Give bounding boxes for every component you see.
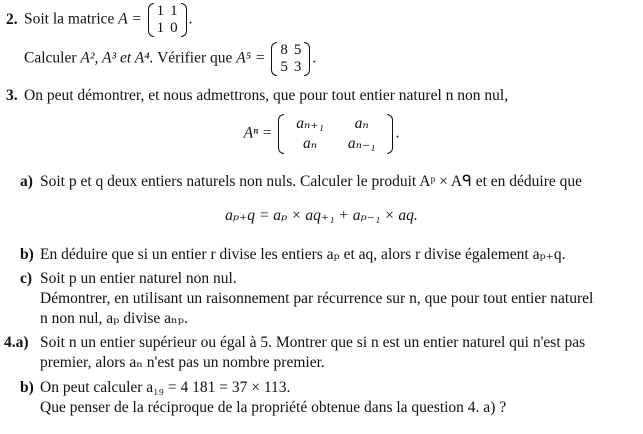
q2-A-def: A = <box>118 10 142 28</box>
matrix-cell: 5 <box>293 42 302 58</box>
q2-verify: Vérifier que <box>153 49 237 67</box>
matrix-An <box>278 114 393 154</box>
q3b-text: En déduire que si un entier r divise les entiers aₚ et aq, alors r divise également aₚ₊q. <box>40 246 566 263</box>
q2-number: 2. <box>6 11 18 28</box>
matrix-cell: 1 <box>156 3 165 19</box>
q3a-formula: aₚ₊q = aₚ × aq₊₁ + aₚ₋₁ × aq. <box>225 207 418 224</box>
q3-An-def: Aⁿ = <box>243 124 273 142</box>
q3a-text: Soit p et q deux entiers naturels non nuls. Calculer le produit Aᵖ × Aᑫ et en déduire que <box>40 173 583 190</box>
matrix-A <box>148 3 187 37</box>
q4a-label: 4.a) <box>4 334 29 351</box>
q2-intro: Soit la matrice <box>24 10 119 28</box>
matrix-cell: aₙ₋₁ <box>347 135 376 152</box>
matrix-cell: aₙ₊₁ <box>296 115 324 132</box>
matrix-cell: 1 <box>156 20 165 36</box>
q3b-label: b) <box>20 246 34 263</box>
q4a-line1: Soit n un entier supérieur ou égal à 5. Montrer que si n est un entier naturel qui n'est pas <box>40 334 586 351</box>
q2-A5-def: A⁵ = <box>236 49 266 67</box>
matrix-A5 <box>271 42 310 76</box>
q2-line2: Calculer A², A³ et A⁴. Vérifier que A⁵ = 8 5 5 3 . <box>24 42 317 75</box>
q3c-line1: Soit p un entier naturel non nul. <box>40 270 237 287</box>
q3-matrix-line: Aⁿ = aₙ₊₁ aₙ aₙ aₙ₋₁ . <box>243 115 400 152</box>
q4a-line2: premier, alors aₙ n'est pas un nombre premier. <box>40 354 325 371</box>
q4b-line1: On peut calculer a₁₉ = 4 181 = 37 × 113. <box>40 379 291 396</box>
q3c-label: c) <box>20 270 33 287</box>
matrix-cell: 1 <box>170 3 178 19</box>
matrix-cell: 5 <box>280 59 288 75</box>
q3c-line3: n non nul, aₚ divise aₙₚ. <box>40 310 188 327</box>
matrix-cell: 8 <box>280 42 288 58</box>
q2-calc: Calculer <box>24 49 81 67</box>
q4b-line2: Que penser de la réciproque de la propriété obtenue dans la question 4. a) ? <box>40 399 507 416</box>
matrix-cell: aₙ <box>303 135 318 152</box>
matrix-cell: 3 <box>293 59 302 75</box>
q3-number: 3. <box>6 87 18 104</box>
matrix-cell: 0 <box>170 20 178 36</box>
q3c-line2: Démontrer, en utilisant un raisonnement par récurrence sur n, que pour tout entier naturel <box>40 290 594 307</box>
matrix-cell: aₙ <box>354 115 369 132</box>
q3-text: On peut démontrer, et nous admettrons, que pour tout entier naturel n non nul, <box>24 87 509 104</box>
q3a-label: a) <box>20 173 33 190</box>
q2-powers: A², A³ et A⁴. <box>80 49 154 67</box>
q4b-label: b) <box>20 379 34 396</box>
q2-line1: Soit la matrice A = 1 1 1 0 . <box>24 3 193 36</box>
